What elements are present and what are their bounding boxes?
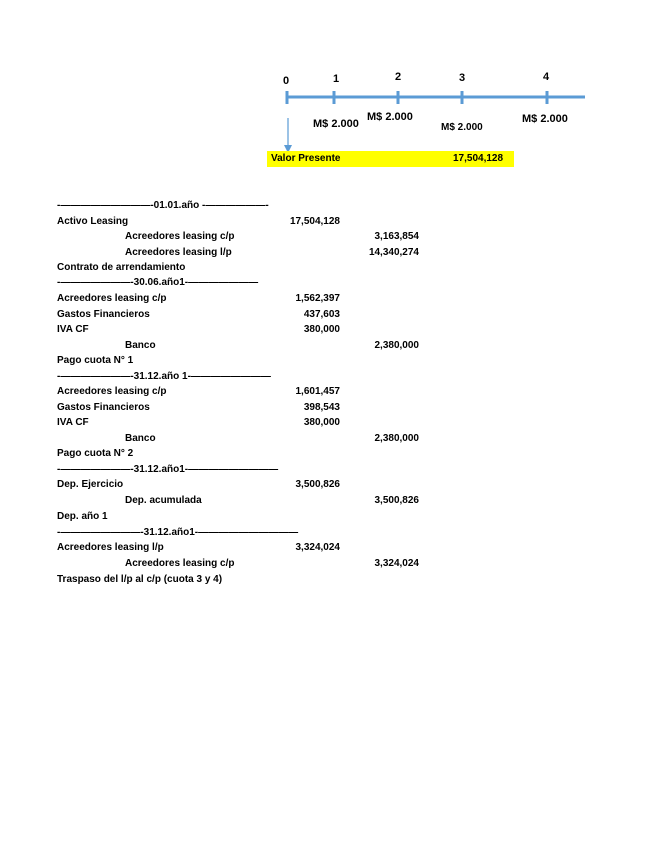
entry-1-gloss: Contrato de arrendamiento [57,262,186,273]
entry-2-debit2-account: Gastos Financieros [57,309,150,320]
entry-3-credit-amount: 2,380,000 [374,433,419,444]
entry-4-gloss: Dep. año 1 [57,511,108,522]
present-value-label: Valor Presente [271,153,341,164]
entry-2-gloss: Pago cuota N° 1 [57,355,134,366]
entry-1-credit2-account: Acreedores leasing l/p [125,247,232,258]
present-value-amount: 17,504,128 [453,153,504,164]
entry-5-credit-account: Acreedores leasing c/p [125,558,235,569]
entry-3-debit1-amount: 1,601,457 [295,386,340,397]
entry-1-header: -—————————-01.01.año -——————- [57,200,269,211]
payment-label-1: M$ 2.000 [313,118,359,130]
entry-2-credit-amount: 2,380,000 [374,340,419,351]
entry-1-credit1-account: Acreedores leasing c/p [125,231,235,242]
payment-label-2: M$ 2.000 [367,111,413,123]
entry-3-debit2-amount: 398,543 [303,402,340,413]
entry-2-debit3-amount: 380,000 [303,324,340,335]
entry-2-debit3-account: IVA CF [57,324,89,335]
entry-4-debit-amount: 3,500,826 [295,479,340,490]
entry-1-debit-account: Activo Leasing [57,216,129,227]
period-label-0: 0 [283,75,290,87]
entry-3-debit3-amount: 380,000 [303,417,340,428]
entry-2-credit-account: Banco [125,340,156,351]
entry-3-debit2-account: Gastos Financieros [57,402,150,413]
entry-4-credit-account: Dep. acumulada [125,495,202,506]
entry-5-debit-account: Acreedores leasing l/p [57,542,164,553]
timeline-diagram [0,0,655,200]
period-label-3: 3 [459,72,466,84]
entry-5-header: -————————-31.12.año1-—————————— [57,527,299,538]
entry-1-debit-amount: 17,504,128 [289,216,340,227]
entry-1-credit2-amount: 14,340,274 [368,247,419,258]
entry-2-header: -———————-30.06.año1-——————— [57,277,259,288]
entry-4-header: -———————-31.12.año1-————————— [57,464,279,475]
entry-2-debit2-amount: 437,603 [303,309,340,320]
entry-2-debit1-account: Acreedores leasing c/p [57,293,167,304]
entry-4-debit-account: Dep. Ejercicio [57,479,124,490]
entry-3-debit3-account: IVA CF [57,417,89,428]
entry-3-credit-account: Banco [125,433,156,444]
period-label-2: 2 [395,71,402,83]
entry-3-gloss: Pago cuota N° 2 [57,448,134,459]
entry-5-debit-amount: 3,324,024 [295,542,340,553]
period-label-1: 1 [333,73,340,85]
entry-5-credit-amount: 3,324,024 [374,558,419,569]
entry-4-credit-amount: 3,500,826 [374,495,419,506]
payment-label-3: M$ 2.000 [441,122,483,133]
entry-5-gloss: Traspaso del l/p al c/p (cuota 3 y 4) [57,574,223,585]
payment-label-4: M$ 2.000 [522,113,568,125]
entry-2-debit1-amount: 1,562,397 [295,293,340,304]
entry-1-credit1-amount: 3,163,854 [374,231,419,242]
entry-3-header: -———————-31.12.año 1-———————— [57,371,271,382]
entry-3-debit1-account: Acreedores leasing c/p [57,386,167,397]
period-label-4: 4 [543,71,550,83]
